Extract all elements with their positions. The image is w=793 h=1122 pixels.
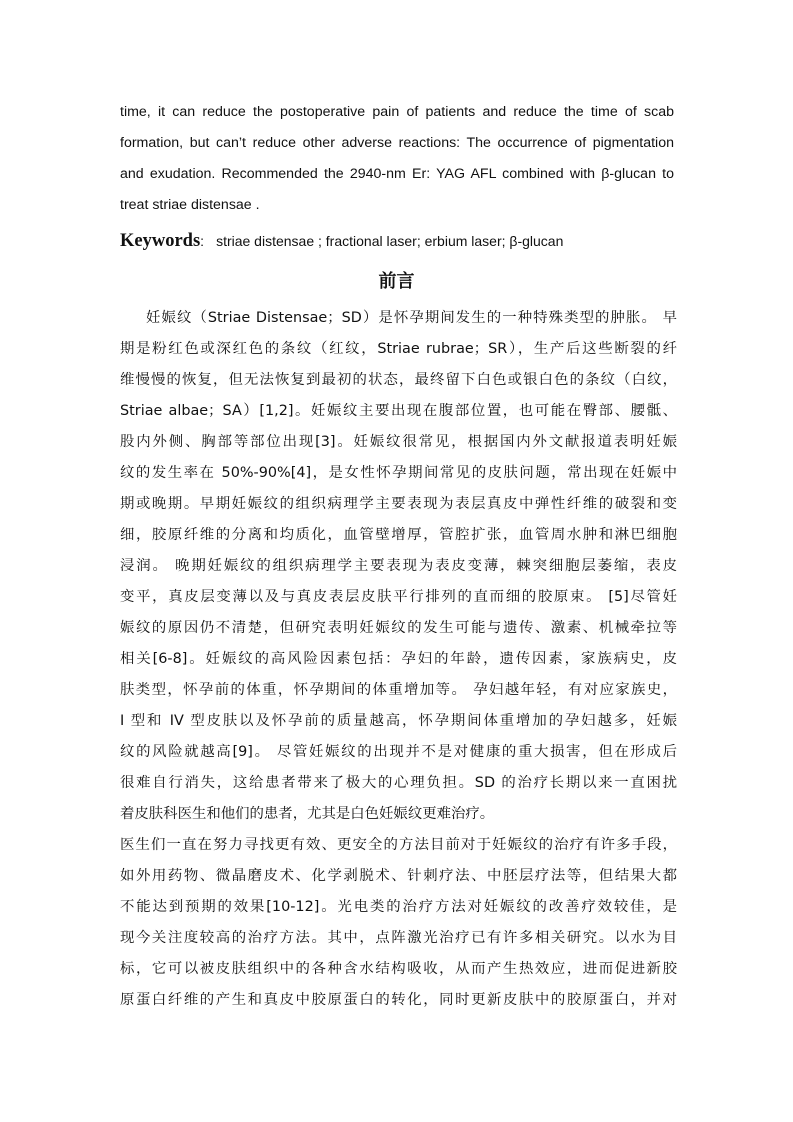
- body-line: 肤类型，怀孕前的体重，怀孕期间的体重增加等。 孕妇越年轻，有对应家族史，: [120, 682, 677, 698]
- keywords-row: [120, 231, 563, 252]
- abstract-line: treat striae distensae .: [120, 197, 260, 213]
- body-line: 标，它可以被皮肤组织中的各种含水结构吸收，从而产生热效应，进而促进新胶: [120, 961, 677, 977]
- body-line: I 型和 IV 型皮肤以及怀孕前的质量越高，怀孕期间体重增加的孕妇越多，妊娠: [120, 713, 677, 729]
- keywords-colon: :: [200, 233, 205, 249]
- body-line: 纹的风险就越高[9]。 尽管妊娠纹的出现并不是对健康的重大损害，但在形成后: [120, 744, 677, 760]
- keywords-label: Keywords: [120, 231, 201, 251]
- body-line: 原蛋白纤维的产生和真皮中胶原蛋白的转化，同时更新皮肤中的胶原蛋白，并对: [120, 992, 677, 1008]
- body-line: 着皮肤科医生和他们的患者，尤其是白色妊娠纹更难治疗。: [120, 806, 495, 822]
- body-line: 很难自行消失，这给患者带来了极大的心理负担。SD 的治疗长期以来一直困扰: [120, 775, 677, 791]
- keywords-text: striae distensae ; fractional laser; erbium laser; β-glucan: [216, 233, 564, 249]
- body-line: 妊娠纹（Striae Distensae；SD）是怀孕期间发生的一种特殊类型的肿胀。 早: [146, 310, 677, 326]
- body-line: 浸润。 晚期妊娠纹的组织病理学主要表现为表皮变薄，棘突细胞层萎缩，表皮: [120, 558, 677, 574]
- body-line: 相关[6-8]。妊娠纹的高风险因素包括：孕妇的年龄，遗传因素，家族病史，皮: [120, 651, 677, 667]
- body-line: Striae albae；SA）[1,2]。妊娠纹主要出现在腹部位置，也可能在臀部、腰骶、: [120, 403, 677, 419]
- body-line: 现今关注度较高的治疗方法。其中，点阵激光治疗已有许多相关研究。以水为目: [120, 930, 677, 946]
- abstract-line: time, it can reduce the postoperative pain of patients and reduce the time of scab: [120, 104, 674, 120]
- body-line: 变平，真皮层变薄以及与真皮表层皮肤平行排列的直而细的胶原束。 [5]尽管妊: [120, 589, 677, 605]
- body-line: 医生们一直在努力寻找更有效、更安全的方法目前对于妊娠纹的治疗有许多手段，: [120, 837, 677, 853]
- section-title: 前言: [378, 271, 415, 292]
- body-line: 娠纹的原因仍不清楚，但研究表明妊娠纹的发生可能与遗传、激素、机械牵拉等: [120, 620, 677, 636]
- body-line: 纹的发生率在 50%-90%[4]，是女性怀孕期间常见的皮肤问题，常出现在妊娠中: [120, 465, 677, 481]
- body-line: 期或晚期。早期妊娠纹的组织病理学主要表现为表层真皮中弹性纤维的破裂和变: [120, 496, 677, 512]
- body-line: 维慢慢的恢复，但无法恢复到最初的状态，最终留下白色或银白色的条纹（白纹，: [120, 372, 677, 388]
- body-line: 细，胶原纤维的分离和均质化，血管壁增厚，管腔扩张，血管周水肿和淋巴细胞: [120, 527, 677, 543]
- abstract-line: formation, but can’t reduce other adverse reactions: The occurrence of pigmentation: [120, 135, 674, 151]
- body-line: 如外用药物、微晶磨皮术、化学剥脱术、针刺疗法、中胚层疗法等，但结果大都: [120, 868, 677, 884]
- body-line: 期是粉红色或深红色的条纹（红纹，Striae rubrae；SR），生产后这些断裂的纤: [120, 341, 677, 357]
- abstract-line: and exudation. Recommended the 2940-nm Er: YAG AFL combined with β-glucan to: [120, 166, 674, 182]
- body-line: 股内外侧、胸部等部位出现[3]。妊娠纹很常见，根据国内外文献报道表明妊娠: [120, 434, 677, 450]
- body-line: 不能达到预期的效果[10-12]。光电类的治疗方法对妊娠纹的改善疗效较佳，是: [120, 899, 677, 915]
